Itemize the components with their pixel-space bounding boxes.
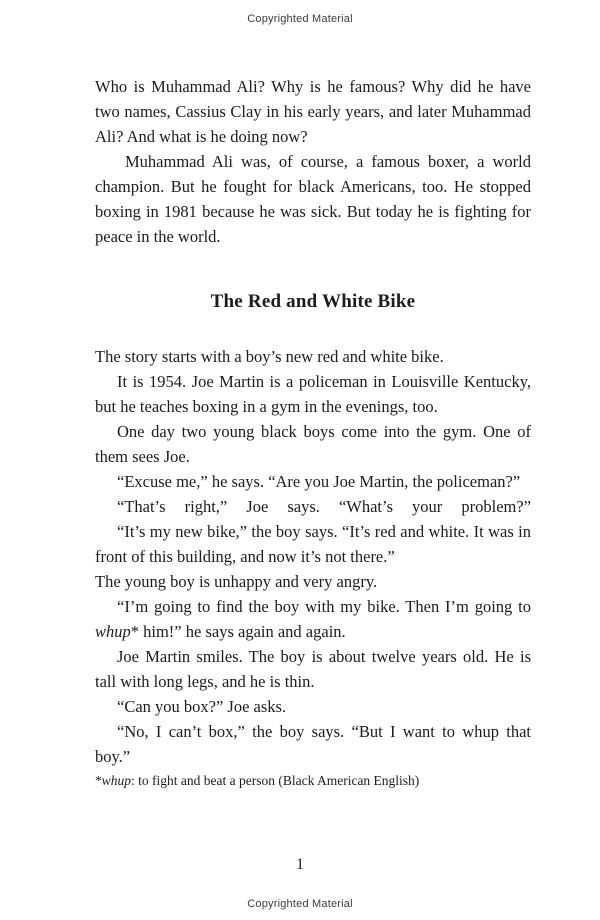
story-paragraph-1: The story starts with a boy’s new red and white bike. [95,347,444,366]
story-paragraph-10: “Can you box?” Joe asks. [117,697,287,716]
story-paragraph-7: The young boy is unhappy and very angry. [95,572,378,591]
story-paragraph-9: Joe Martin smiles. The boy is about twelve years old. He is tall with long legs, and he is thin. [95,647,531,691]
story-paragraph-11: “No, I can’t box,” the boy says. “But I want to whup that boy.” [95,722,531,766]
story-paragraph-3: One day two young black boys come into the gym. One of them sees Joe. [95,422,531,466]
footnote-word-whup: whup [101,773,132,788]
story-paragraph-4: “Excuse me,” he says. “Are you Joe Martin, the policeman?” [117,472,521,491]
page-number: 1 [296,856,304,873]
page-content [95,74,531,790]
footnote-asterisk: * [95,773,102,788]
story-paragraph-2: It is 1954. Joe Martin is a policeman in Louisville Kentucky, but he teaches boxing in a gym in the evenings, too. [95,372,531,416]
copyright-notice-top: Copyrighted Material [247,13,353,25]
story-paragraph-5: “That’s right,” Joe says. “What’s your problem?” [117,497,531,516]
intro-paragraph-1: Who is Muhammad Ali? Why is he famous? Why did he have two names, Cassius Clay in his early years, and later Muhammad Ali? And what is he doing now? [95,77,531,146]
story-paragraph-8 [95,594,531,644]
paragraph-text: * him!” he says again and again. [130,622,346,641]
footnote-text: : to fight and beat a person (Black American English) [131,773,420,788]
story-paragraph-6: “It’s my new bike,” the boy says. “It’s red and white. It was in front of this building, and now it’s not there.” [95,522,531,566]
italic-word-whup: whup [95,622,131,641]
chapter-heading: The Red and White Bike [210,291,416,312]
copyright-notice-bottom: Copyrighted Material [247,898,353,910]
footnote [95,772,531,790]
intro-paragraph-2: Muhammad Ali was, of course, a famous boxer, a world champion. But he fought for black Americans, too. He stopped boxing in 1981 because he was sick. But today he is fighting for peace in the world. [95,152,531,246]
paragraph-text: “I’m going to find the boy with my bike. Then I’m going to [117,597,531,616]
